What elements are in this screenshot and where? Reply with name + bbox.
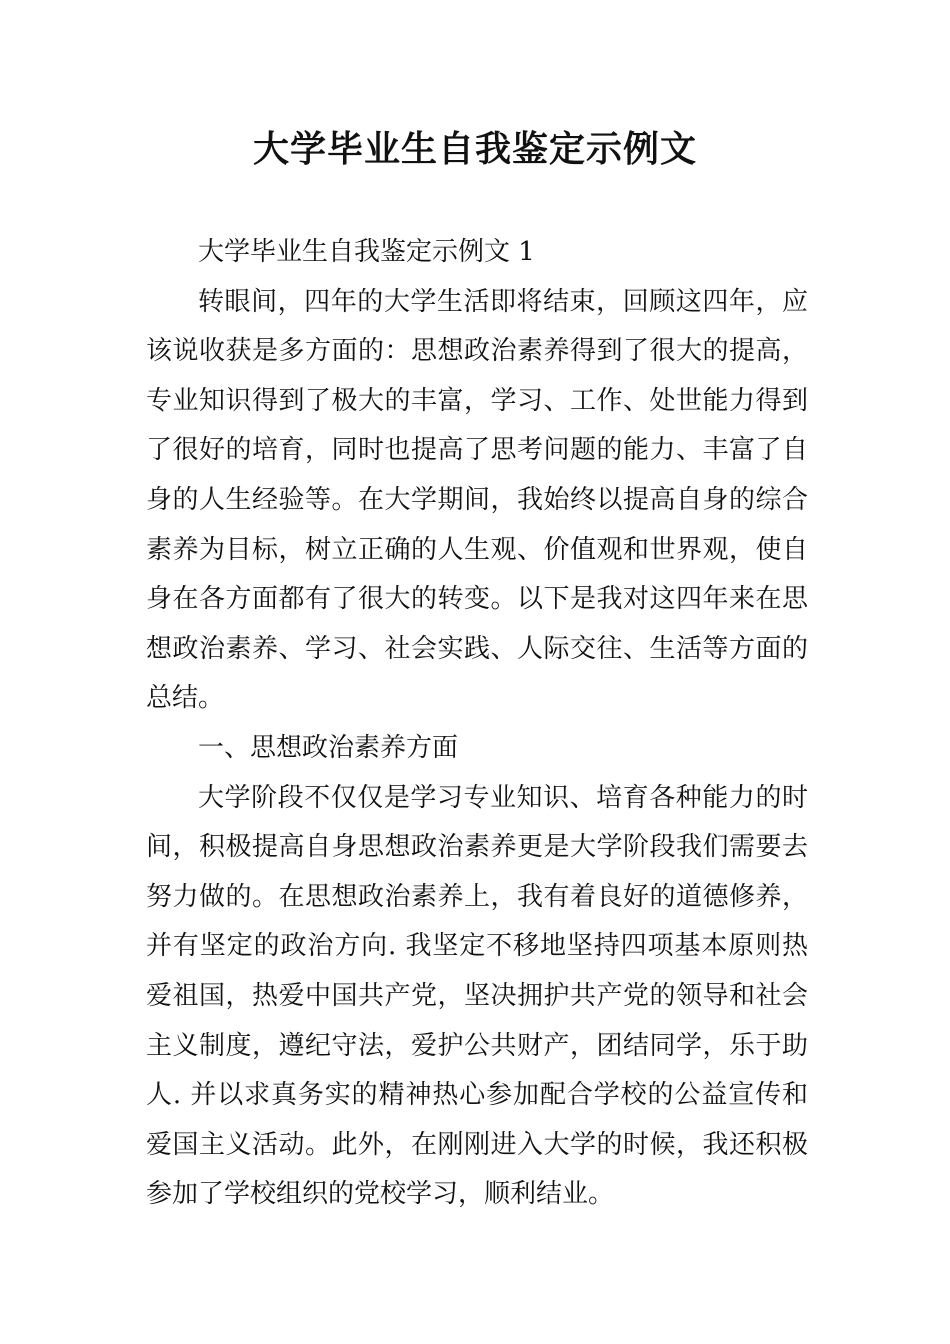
political-paragraph: 大学阶段不仅仅是学习专业知识、培育各种能力的时间，积极提高自身思想政治素养更是大学阶段我们需要去努力做的。在思想政治素养上，我有着良好的道德修养，并有坚定的政治方向. 我坚定不移地坚持四项基本原则热爱祖国，热爱中国共产党，坚决拥护共产党的领导和社会主义制度，遵纪守法，爱护公共财产，团结同学，乐于助人. 并以求真务实的精神热心参加配合学校的公益宣传和爱国主义活动。此外，在刚刚进入大学的时候，我还积极参加了学校组织的党校学习，顺利结业。: [146, 782, 808, 1210]
section-heading-political: 一、思想政治素养方面: [198, 732, 459, 763]
document-title: 大学毕业生自我鉴定示例文: [252, 129, 697, 170]
document-body: [146, 228, 808, 1220]
intro-paragraph: 转眼间，四年的大学生活即将结束，回顾这四年，应该说收获是多方面的：思想政治素养得到了很大的提高，专业知识得到了极大的丰富，学习、工作、处世能力得到了很好的培育，同时也提高了思考问题的能力、丰富了自身的人生经验等。在大学期间，我始终以提高自身的综合素养为目标，树立正确的人生观、价值观和世界观，使自身在各方面都有了很大的转变。以下是我对这四年来在思想政治素养、学习、社会实践、人际交往、生活等方面的总结。: [146, 286, 808, 714]
section-heading-example-1: 大学毕业生自我鉴定示例文 1: [198, 237, 535, 267]
